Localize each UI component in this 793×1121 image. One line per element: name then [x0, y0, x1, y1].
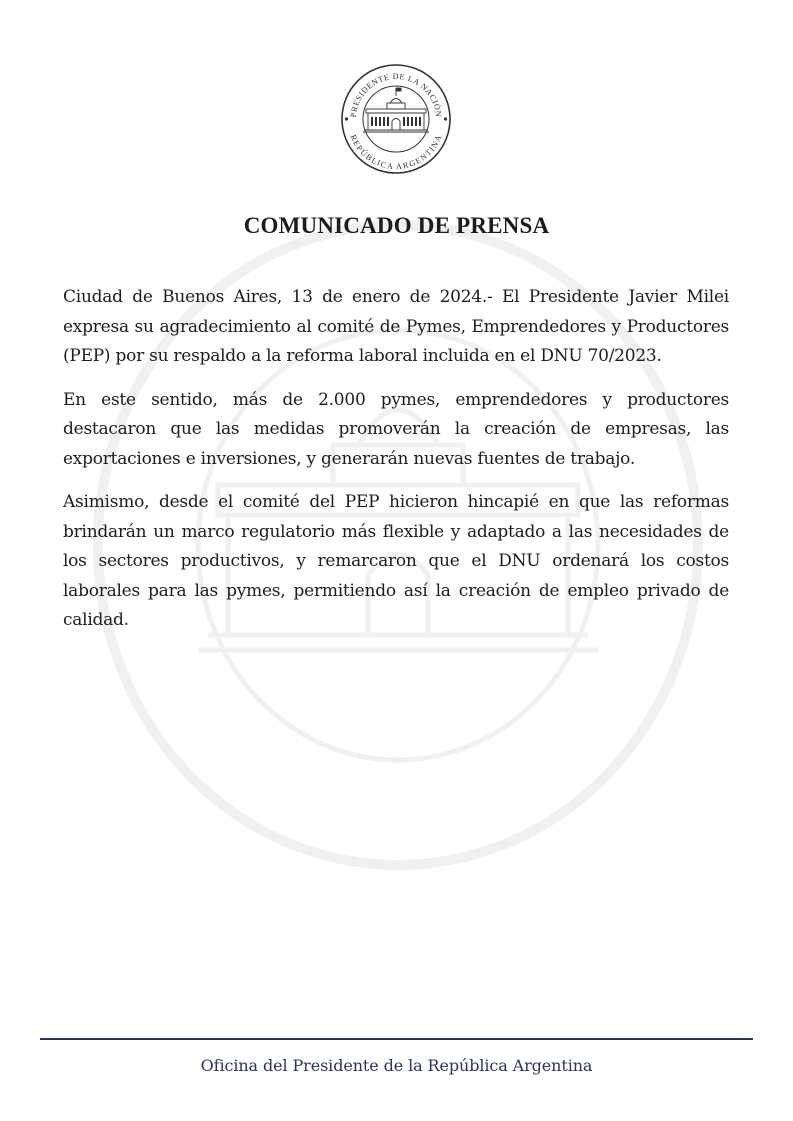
page-title: COMUNICADO DE PRENSA [243, 213, 550, 238]
footer-divider [40, 1038, 753, 1040]
presidential-seal-icon [340, 63, 452, 175]
seal-bottom-text: REPÚBLICA ARGENTINA [348, 133, 444, 171]
press-release-body [63, 283, 729, 650]
footer-text: Oficina del Presidente de la República Argentina [200, 1056, 593, 1075]
paragraph: En este sentido, más de 2.000 pymes, emprendedores y productores destacaron que las medidas promoverán la creación de empresas, las exportaciones e inversiones, y generarán nuevas fuentes de trabajo. [63, 389, 729, 469]
seal-top-text: PRESIDENTE DE LA NACIÓN [348, 71, 444, 118]
paragraph: Asimismo, desde el comité del PEP hicieron hincapié en que las reformas brindarán un marco regulatorio más flexible y adaptado a las necesidades de los sectores productivos, y remarcaron que el DNU ordenará los costos laborales para las pymes, permitiendo así la creación de empleo privado de calidad. [63, 492, 729, 630]
paragraph: Ciudad de Buenos Aires, 13 de enero de 2024.- El Presidente Javier Milei expresa su agradecimiento al comité de Pymes, Emprendedores y Productores (PEP) por su respaldo a la reforma laboral incluida en el DNU 70/2023. [63, 287, 729, 366]
